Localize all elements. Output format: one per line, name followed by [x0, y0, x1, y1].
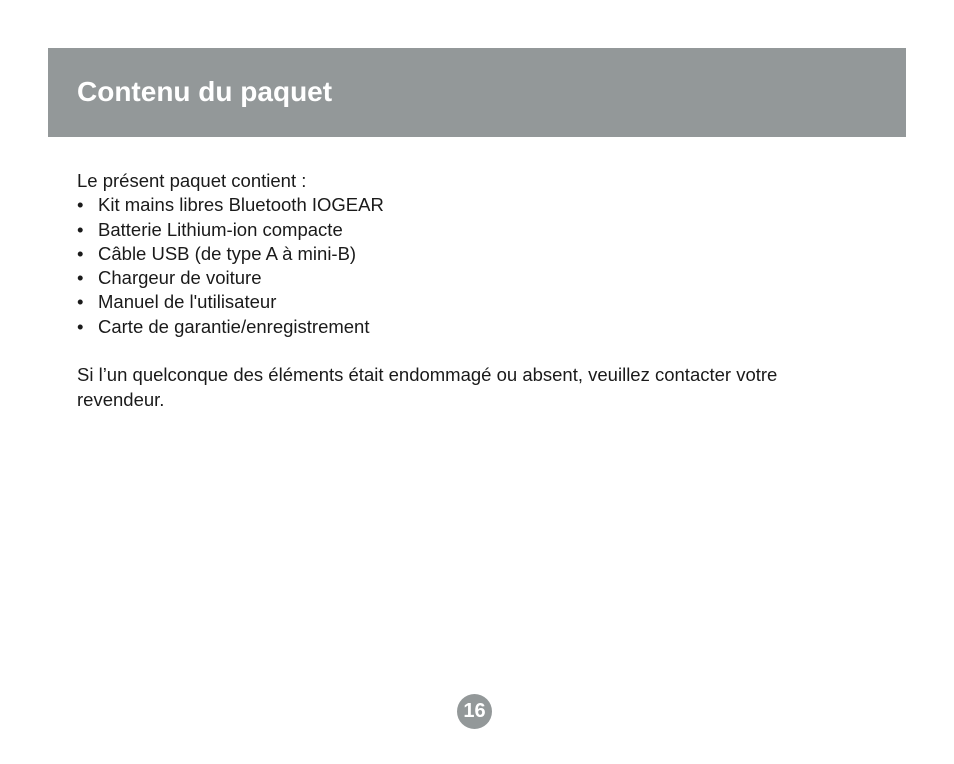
bullet-icon: •	[77, 218, 84, 240]
package-contents-list	[77, 193, 877, 339]
page-content	[77, 169, 877, 412]
list-item-label: Kit mains libres Bluetooth IOGEAR	[98, 194, 384, 216]
intro-text: Le présent paquet contient :	[77, 170, 307, 191]
bullet-icon: •	[77, 194, 84, 216]
list-item-label: Câble USB (de type A à mini-B)	[98, 242, 357, 264]
bullet-icon: •	[77, 291, 84, 313]
page-title: Contenu du paquet	[77, 76, 333, 107]
list-item	[77, 242, 877, 266]
list-item	[77, 266, 877, 290]
list-item-label: Chargeur de voiture	[98, 267, 262, 289]
list-item	[77, 218, 877, 242]
list-item	[77, 315, 877, 339]
list-item-label: Manuel de l'utilisateur	[98, 291, 277, 313]
bullet-icon: •	[77, 315, 84, 337]
section-header	[48, 48, 906, 137]
bullet-icon: •	[77, 267, 84, 289]
list-item-label: Carte de garantie/enregistrement	[98, 315, 370, 337]
page-number-badge: 16	[457, 694, 492, 729]
list-item-label: Batterie Lithium-ion compacte	[98, 218, 343, 240]
list-item	[77, 290, 877, 314]
list-item	[77, 193, 877, 217]
damage-notice: Si l’un quelconque des éléments était endommagé ou absent, veuillez contacter votre revendeur.	[77, 364, 778, 410]
bullet-icon: •	[77, 242, 84, 264]
